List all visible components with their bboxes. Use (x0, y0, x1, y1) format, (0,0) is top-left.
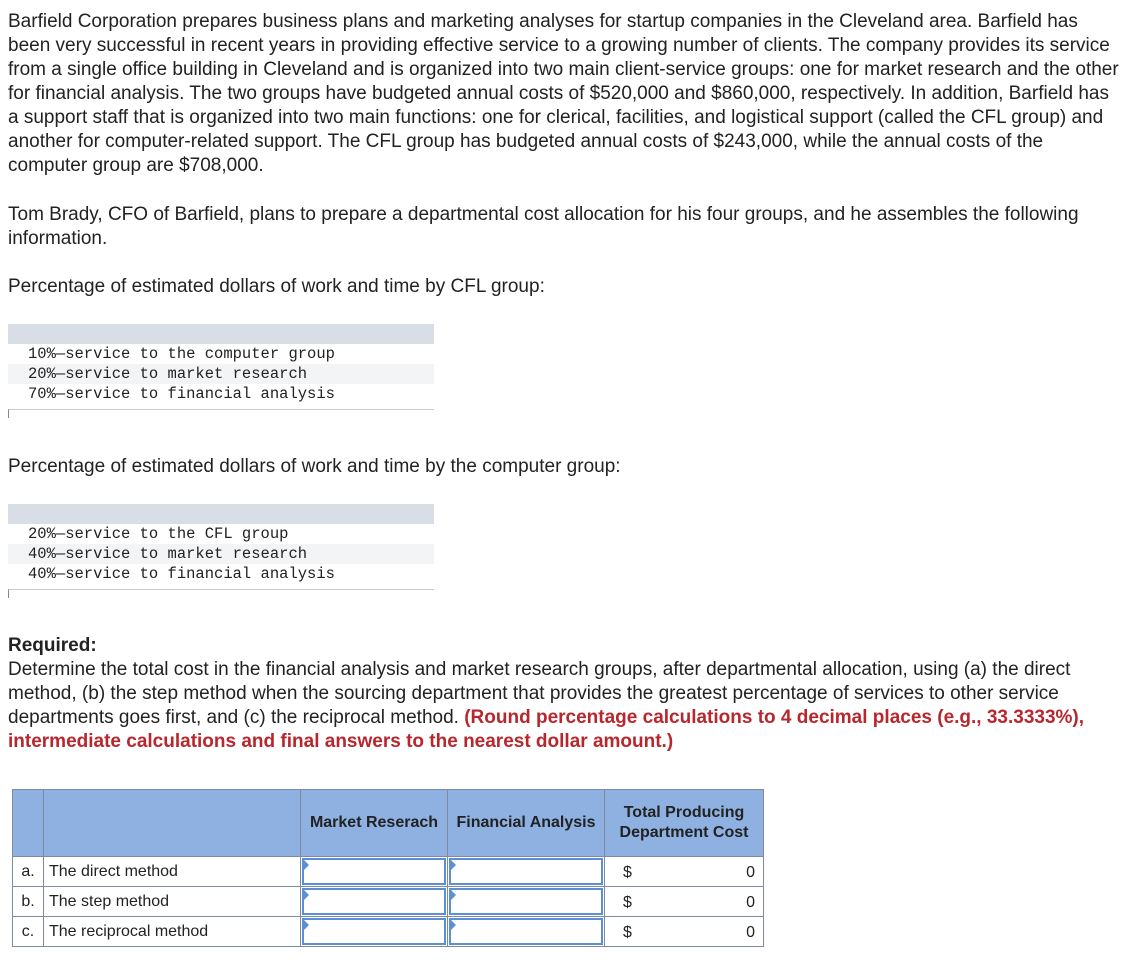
required-body: Determine the total cost in the financial analysis and market research groups, after departmental allocation, using (a) the direct method, (b) the step method when the sourcing department that provides the greatest percentage of services to other service departments goes first, and (c) the reciprocal method. (8, 659, 1071, 728)
currency-symbol: $ (623, 924, 632, 941)
total-cell (605, 887, 764, 917)
row-letter: a. (13, 857, 44, 887)
intro-paragraph: Barfield Corporation prepares business plans and marketing analyses for startup companies in the Cleveland area. Barfield has been very successful in recent years in providing effective service to a growing number of clients. The company provides its service from a single office building in Cleveland and is organized into two main client-service groups: one for market research and the other for financial analysis. The two groups have budgeted annual costs of $520,000 and $860,000, respectively. In addition, Barfield has a support staff that is organized into two main functions: one for clerical, facilities, and logistical support (called the CFL group) and another for computer-related support. The CFL group has budgeted annual costs of $243,000, while the annual costs of the computer group are $708,000. (8, 11, 1119, 176)
cfl-line: 70%—service to financial analysis (28, 385, 335, 403)
total-cell (605, 857, 764, 887)
computer-line: 40%—service to market research (8, 544, 434, 564)
total-value: 0 (746, 924, 755, 941)
market-research-input[interactable] (301, 917, 448, 947)
total-cell (605, 917, 764, 947)
header-blank (13, 790, 44, 857)
cfl-heading: Percentage of estimated dollars of work and time by CFL group: (8, 276, 545, 297)
computer-heading: Percentage of estimated dollars of work and time by the computer group: (8, 456, 621, 477)
market-research-input[interactable] (301, 887, 448, 917)
table-row (13, 917, 764, 947)
total-value: 0 (746, 864, 755, 881)
computer-line: 20%—service to the CFL group (28, 525, 289, 543)
header-market-research: Market Reserach (301, 790, 448, 857)
header-total-cost: Total Producing Department Cost (605, 790, 764, 857)
market-research-input[interactable] (301, 857, 448, 887)
header-blank-label (44, 790, 301, 857)
currency-symbol: $ (623, 864, 632, 881)
row-method: The reciprocal method (44, 917, 301, 947)
answer-table (12, 789, 764, 947)
header-financial-analysis: Financial Analysis (448, 790, 605, 857)
financial-analysis-input[interactable] (448, 857, 605, 887)
cfl-line: 20%—service to market research (8, 364, 434, 384)
row-letter: b. (13, 887, 44, 917)
table-row (13, 857, 764, 887)
required-title: Required: (8, 635, 97, 656)
row-method: The direct method (44, 857, 301, 887)
rounding-note: (Round percentage calculations to 4 decimal places (e.g., 33.3333%), intermediate calculations and final answers to the nearest dollar amount.) (8, 707, 1085, 752)
currency-symbol: $ (623, 894, 632, 911)
row-method: The step method (44, 887, 301, 917)
computer-line: 40%—service to financial analysis (28, 565, 335, 583)
table-row (13, 887, 764, 917)
financial-analysis-input[interactable] (448, 917, 605, 947)
cfo-paragraph: Tom Brady, CFO of Barfield, plans to prepare a departmental cost allocation for his four groups, and he assembles the following information. (8, 204, 1079, 249)
cfl-percentages-box (8, 324, 434, 418)
computer-percentages-box (8, 504, 434, 598)
required-section (8, 634, 1122, 754)
total-value: 0 (746, 894, 755, 911)
financial-analysis-input[interactable] (448, 887, 605, 917)
cfl-line: 10%—service to the computer group (28, 345, 335, 363)
row-letter: c. (13, 917, 44, 947)
